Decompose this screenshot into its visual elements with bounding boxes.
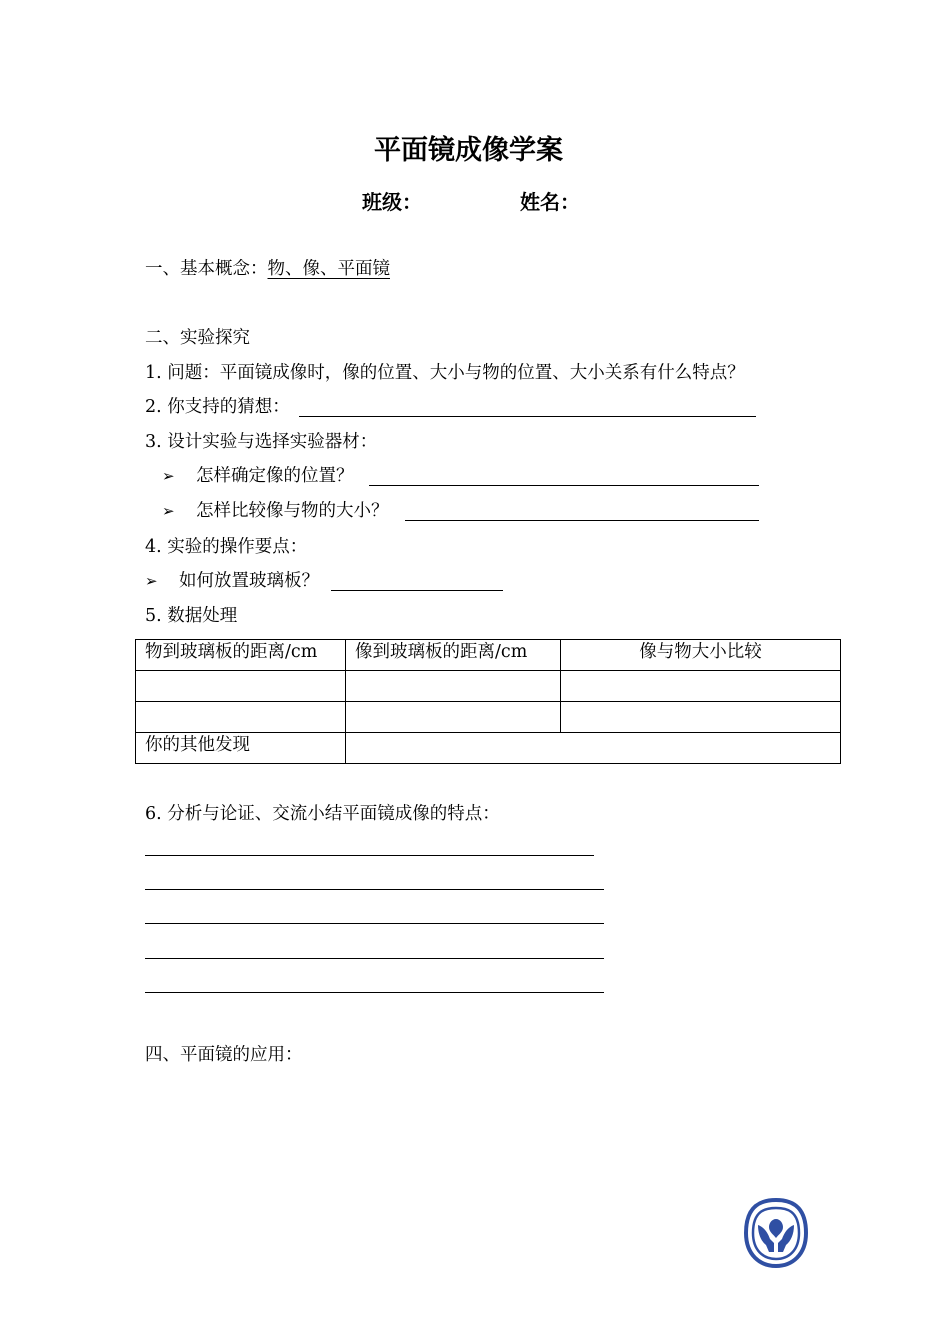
table-footer-label: 你的其他发现 [136, 733, 346, 764]
answer-line-q2[interactable] [299, 416, 756, 417]
question-4: 4. 实验的操作要点： [145, 537, 308, 557]
answer-line-q3b[interactable] [405, 520, 759, 521]
section-1-prefix: 一、基本概念： [145, 259, 268, 279]
question-1: 1. 问题：平面镜成像时，像的位置、大小与物的位置、大小关系有什么特点？ [145, 363, 745, 383]
question-5: 5. 数据处理 [145, 606, 238, 626]
table-cell[interactable] [561, 671, 841, 702]
table-cell[interactable] [136, 702, 346, 733]
question-2: 2. 你支持的猜想： [145, 397, 290, 417]
table-cell[interactable] [346, 671, 561, 702]
table-row [136, 702, 841, 733]
table-row [136, 671, 841, 702]
table-header-row [136, 640, 841, 671]
question-3b: 怎样比较像与物的大小？ [196, 501, 389, 521]
question-6: 6. 分析与论证、交流小结平面镜成像的特点： [145, 804, 500, 824]
answer-line-q6[interactable] [145, 958, 604, 959]
table-header-cell: 像到玻璃板的距离/cm [346, 640, 561, 671]
answer-line-q6[interactable] [145, 992, 604, 993]
table-footer-row [136, 733, 841, 764]
table-footer-value[interactable] [346, 733, 841, 764]
name-label: 姓名： [520, 190, 580, 214]
section-1 [145, 258, 390, 280]
bullet-icon: ➢ [145, 572, 158, 590]
table-header-cell: 像与物大小比较 [561, 640, 841, 671]
answer-line-q3a[interactable] [369, 485, 759, 486]
answer-line-q4a[interactable] [331, 590, 503, 591]
class-label: 班级： [362, 190, 422, 214]
table-cell[interactable] [561, 702, 841, 733]
table-cell[interactable] [346, 702, 561, 733]
data-table [135, 639, 841, 764]
question-3: 3. 设计实验与选择实验器材： [145, 432, 378, 452]
section-2-heading: 二、实验探究 [145, 328, 250, 348]
answer-line-q6[interactable] [145, 855, 594, 856]
answer-line-q6[interactable] [145, 889, 604, 890]
table-cell[interactable] [136, 671, 346, 702]
table-header-cell: 物到玻璃板的距离/cm [136, 640, 346, 671]
section-1-terms: 物、像、平面镜 [267, 259, 390, 279]
bullet-icon: ➢ [162, 467, 175, 485]
bullet-icon: ➢ [162, 502, 175, 520]
section-4-heading: 四、平面镜的应用： [145, 1045, 303, 1065]
page-title: 平面镜成像学案 [374, 135, 563, 166]
school-emblem-icon [742, 1197, 810, 1269]
question-3a: 怎样确定像的位置？ [196, 466, 354, 486]
question-4a: 如何放置玻璃板？ [179, 571, 319, 591]
answer-line-q6[interactable] [145, 923, 604, 924]
